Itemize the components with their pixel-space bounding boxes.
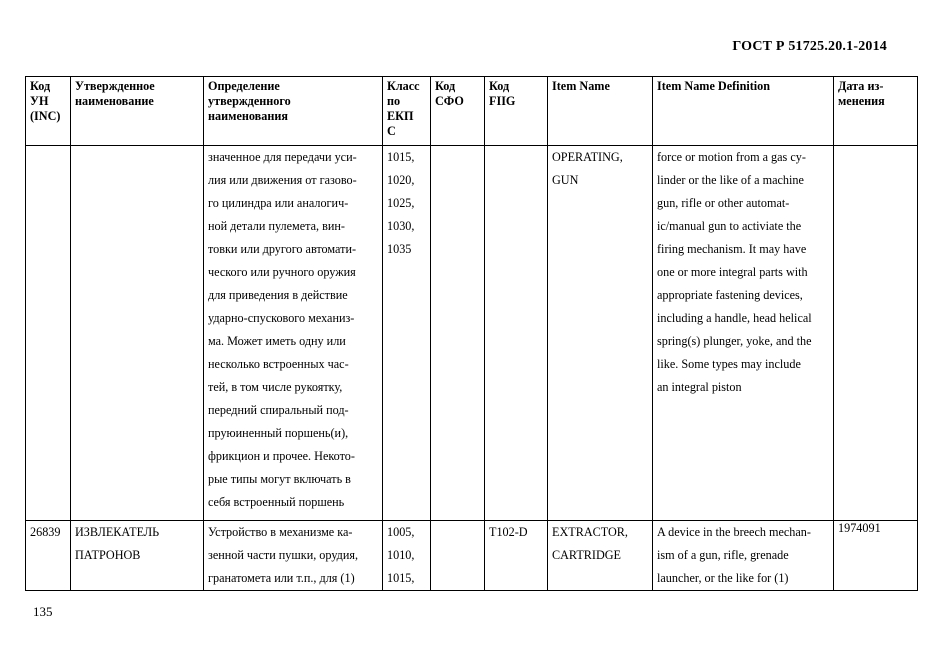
- cell-approved-name: [71, 146, 204, 521]
- cell-line: гранатомета или т.п., для (1): [208, 571, 355, 585]
- cell-item-name: [548, 146, 653, 521]
- cell-line: Код: [489, 79, 510, 93]
- col-header-inc: [26, 77, 71, 146]
- cell-line: ism of a gun, rifle, grenade: [657, 548, 789, 562]
- cell-line: 26839: [30, 525, 61, 539]
- cell-line: передний спиральный под-: [208, 403, 349, 417]
- cell-line: ной детали пулемета, вин-: [208, 219, 345, 233]
- cell-line: менения: [838, 94, 885, 108]
- cell-line: FIIG: [489, 94, 516, 108]
- document-code: ГОСТ Р 51725.20.1-2014: [732, 39, 887, 54]
- cell-line: рые типы могут включать в: [208, 472, 351, 486]
- cell-line: 1020,: [387, 173, 415, 187]
- col-header-fiig: [485, 77, 548, 146]
- cell-line: linder or the like of a machine: [657, 173, 804, 187]
- cell-item-definition: [653, 146, 834, 521]
- cell-line: ИЗВЛЕКАТЕЛЬ: [75, 525, 160, 539]
- cell-change-date: [834, 521, 918, 591]
- col-header-approved-name: [71, 77, 204, 146]
- cell-item-name: [548, 521, 653, 591]
- cell-definition: [204, 521, 383, 591]
- cell-line: an integral piston: [657, 380, 742, 394]
- cell-definition: [204, 146, 383, 521]
- col-header-item-name: [548, 77, 653, 146]
- cell-line: ПАТРОНОВ: [75, 548, 141, 562]
- cell-line: Item Name: [552, 79, 610, 93]
- cell-line: launcher, or the like for (1): [657, 571, 789, 585]
- cell-line: себя встроенный поршень: [208, 495, 345, 509]
- cell-class: [383, 521, 431, 591]
- cell-line: Устройство в механизме ка-: [208, 525, 353, 539]
- cell-line: лия или движения от газово-: [208, 173, 357, 187]
- cell-line: like. Some types may include: [657, 357, 801, 371]
- cell-approved-name: [71, 521, 204, 591]
- cell-line: УН: [30, 94, 49, 108]
- cell-line: утвержденного: [208, 94, 291, 108]
- cell-line: T102-D: [489, 525, 528, 539]
- cell-line: EXTRACTOR,: [552, 525, 628, 539]
- col-header-sfo: [431, 77, 485, 146]
- cell-line: Утвержденное: [75, 79, 155, 93]
- cell-line: товки или другого автомати-: [208, 242, 357, 256]
- cell-line: 1015,: [387, 571, 415, 585]
- cell-line: 1035: [387, 242, 412, 256]
- cell-line: ic/manual gun to activiate the: [657, 219, 802, 233]
- cell-change-date: [834, 146, 918, 521]
- cell-line: CARTRIDGE: [552, 548, 622, 562]
- col-header-change-date: [834, 77, 918, 146]
- cell-line: несколько встроенных час-: [208, 357, 349, 371]
- table-row: [26, 146, 918, 521]
- cell-line: (INC): [30, 109, 61, 123]
- cell-line: 1010,: [387, 548, 415, 562]
- cell-line: пруюиненный поршень(и),: [208, 426, 349, 440]
- cell-line: OPERATING,: [552, 150, 623, 164]
- cell-line: 1030,: [387, 219, 415, 233]
- cell-line: С: [387, 124, 396, 138]
- cell-line: A device in the breech mechan-: [657, 525, 811, 539]
- page-number: 135: [33, 604, 53, 619]
- cell-line: тей, в том числе рукоятку,: [208, 380, 343, 394]
- cell-line: Класс: [387, 79, 420, 93]
- cell-line: 1025,: [387, 196, 415, 210]
- approved-names-table: [25, 76, 918, 591]
- cell-inc: [26, 146, 71, 521]
- cell-line: фрикцион и прочее. Некото-: [208, 449, 355, 463]
- cell-line: Код: [435, 79, 456, 93]
- cell-line: Item Name Definition: [657, 79, 771, 93]
- cell-line: Код: [30, 79, 51, 93]
- cell-line: для приведения в действие: [208, 288, 348, 302]
- cell-line: 1974091: [838, 521, 881, 535]
- cell-fiig: [485, 521, 548, 591]
- cell-fiig: [485, 146, 548, 521]
- cell-line: firing mechanism. It may have: [657, 242, 807, 256]
- cell-class: [383, 146, 431, 521]
- cell-line: appropriate fastening devices,: [657, 288, 803, 302]
- cell-line: ударно-спускового механиз-: [208, 311, 355, 325]
- cell-sfo: [431, 146, 485, 521]
- cell-line: Дата из-: [838, 79, 884, 93]
- cell-inc: [26, 521, 71, 591]
- cell-line: one or more integral parts with: [657, 265, 808, 279]
- cell-line: наименования: [208, 109, 288, 123]
- cell-line: force or motion from a gas cy-: [657, 150, 806, 164]
- cell-line: 1015,: [387, 150, 415, 164]
- col-header-class: [383, 77, 431, 146]
- cell-line: including a handle, head helical: [657, 311, 812, 325]
- cell-line: наименование: [75, 94, 154, 108]
- cell-line: Определение: [208, 79, 280, 93]
- cell-line: значенное для передачи уси-: [208, 150, 357, 164]
- cell-item-definition: [653, 521, 834, 591]
- cell-line: СФО: [435, 94, 464, 108]
- cell-line: gun, rifle or other automat-: [657, 196, 790, 210]
- cell-line: ма. Может иметь одну или: [208, 334, 346, 348]
- col-header-definition: [204, 77, 383, 146]
- cell-line: зенной части пушки, орудия,: [208, 548, 359, 562]
- cell-line: ЕКП: [387, 109, 414, 123]
- cell-sfo: [431, 521, 485, 591]
- cell-line: 1005,: [387, 525, 415, 539]
- cell-line: по: [387, 94, 401, 108]
- col-header-item-definition: [653, 77, 834, 146]
- cell-line: го цилиндра или аналогич-: [208, 196, 349, 210]
- cell-line: spring(s) plunger, yoke, and the: [657, 334, 812, 348]
- cell-line: ческого или ручного оружия: [208, 265, 356, 279]
- table-header-row: [26, 77, 918, 146]
- cell-line: GUN: [552, 173, 579, 187]
- table-row: [26, 521, 918, 591]
